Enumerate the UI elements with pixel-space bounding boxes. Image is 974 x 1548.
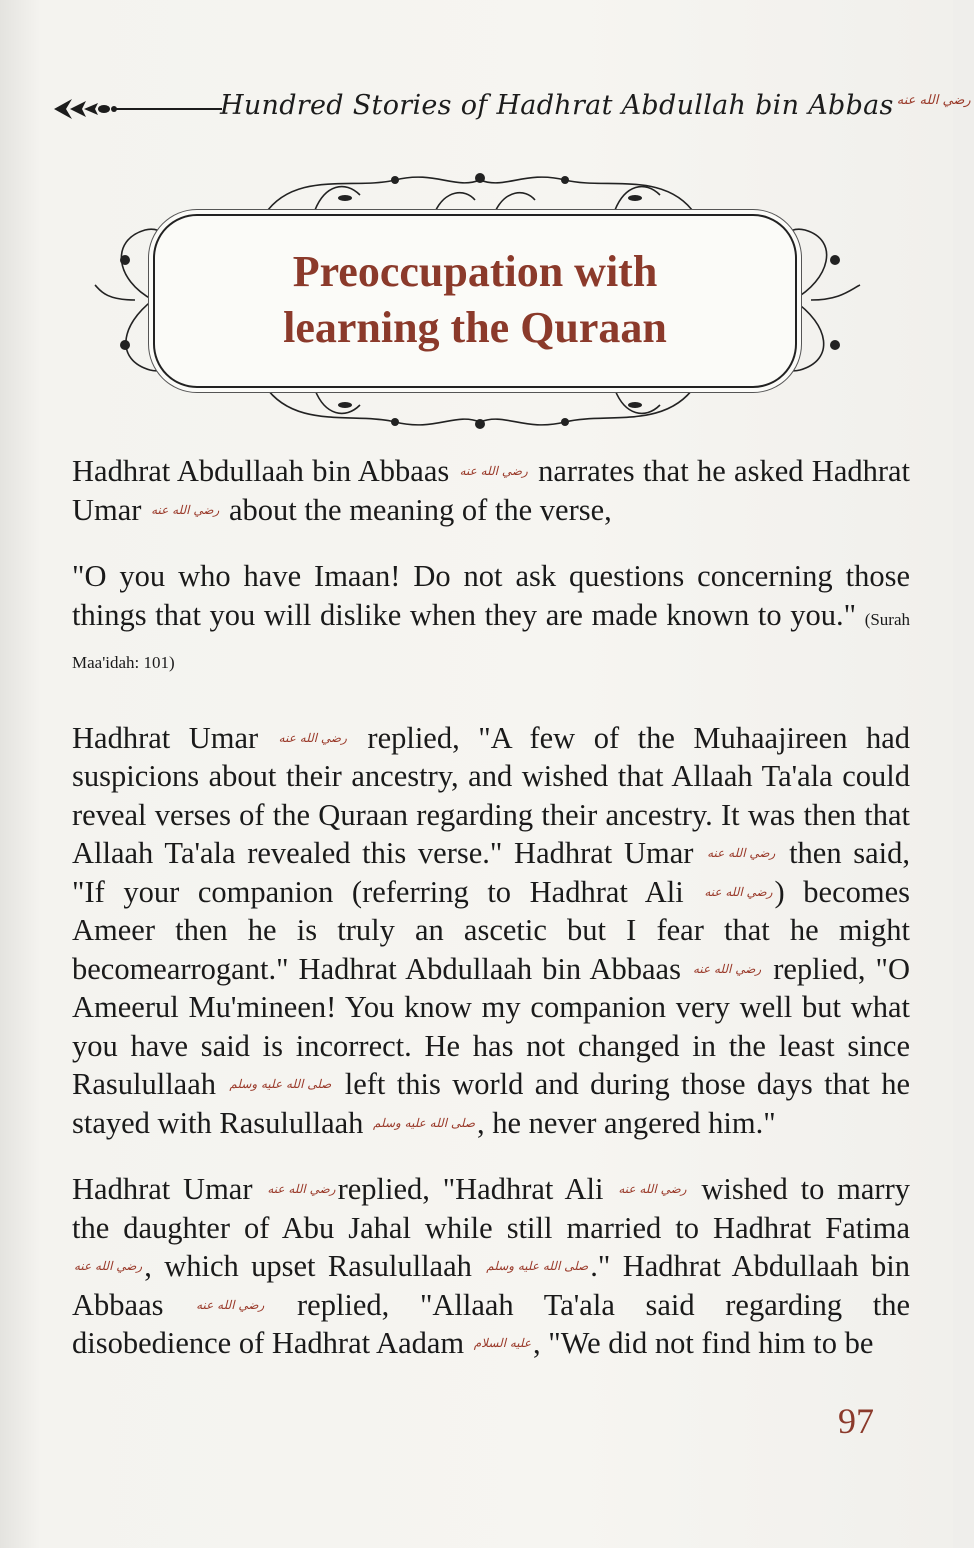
- honorific-glyph: رضي الله عنه: [151, 502, 220, 517]
- honorific-glyph: عليه السلام: [473, 1336, 532, 1350]
- body-text: [72, 452, 910, 1391]
- honorific-glyph: صلى الله عليه وسلم: [486, 1259, 589, 1273]
- title-line-1: Preoccupation with: [292, 247, 658, 296]
- honorific-glyph: رضي الله عنه: [267, 1182, 336, 1196]
- honorific-glyph: رضي الله عنه: [618, 1182, 687, 1196]
- paragraph-1: Hadhrat Abdullaah bin Abbaas رضي الله عنه narrates that he asked Hadhrat Umar رضي الله عنه about the meaning of the verse,: [72, 452, 910, 529]
- honorific-glyph: رضي الله عنه: [278, 730, 347, 745]
- honorific-glyph: رضي الله عنه: [704, 884, 773, 899]
- chapter-title-cartouche: [95, 150, 865, 450]
- page-number: 97: [838, 1401, 874, 1441]
- running-title: Hundred Stories of Hadhrat Abdullah bin Abbas رضي الله عنه: [220, 90, 971, 121]
- honorific-glyph: رضي الله عنه: [74, 1259, 143, 1273]
- paragraph-3: Hadhrat Umar رضي الله عنه replied, "A few of the Muhaajireen had suspicions about their ancestry, and wished that Allaah Ta'ala could reveal verses of the Quraan regarding their ancestry. It was then that Allaah Ta'ala revealed this verse." Hadhrat Umar رضي الله عنه then said, "If your companion (referring to Hadhrat Ali رضي الله عنه) becomes Ameer then he is truly an ascetic but I fear that he might becomearrogant." Hadhrat Abdullaah bin Abbaas رضي الله عنه replied, "O Ameerul Mu'mineen! You know my companion very well but what you have said is incorrect. He has not changed in the least since Rasulullaah صلى الله عليه وسلم left this world and during those days that he stayed with Rasulullaah صلى الله عليه وسلم, he never angered him.": [72, 719, 910, 1143]
- honorific-glyph: رضي الله عنه: [707, 846, 776, 860]
- honorific-glyph: رضي الله عنه: [896, 93, 971, 108]
- honorific-glyph: صلى الله عليه وسلم: [229, 1077, 332, 1091]
- header-ornament-icon: [52, 94, 222, 124]
- honorific-glyph: صلى الله عليه وسلم: [373, 1115, 476, 1130]
- title-box: [153, 214, 797, 388]
- honorific-glyph: رضي الله عنه: [459, 464, 528, 478]
- paragraph-4: Hadhrat Umar رضي الله عنهreplied, "Hadhrat Ali رضي الله عنه wished to marry the daughter of Abu Jahal while still married to Hadhrat Fatima رضي الله عنه, which upset Rasulullaah صلى الله عليه وسلم." Hadhrat Abdullaah bin Abbaas رضي الله عنه replied, "Allaah Ta'ala said regarding the disobedience of Hadhrat Aadam عليه السلام, "We did not find him to be: [72, 1170, 910, 1363]
- verse-reference: (Surah Maa'idah: 101): [72, 609, 911, 672]
- honorific-glyph: رضي الله عنه: [196, 1297, 265, 1312]
- paragraph-2: [72, 557, 910, 683]
- honorific-glyph: رضي الله عنه: [692, 961, 762, 976]
- title-line-2: learning the Quraan: [283, 303, 667, 352]
- chapter-title: [155, 244, 795, 356]
- running-header: [52, 86, 971, 136]
- verse-quote: "O you who have Imaan! Do not ask questions concerning those things that you will dislike when they are made known to you.": [72, 559, 910, 632]
